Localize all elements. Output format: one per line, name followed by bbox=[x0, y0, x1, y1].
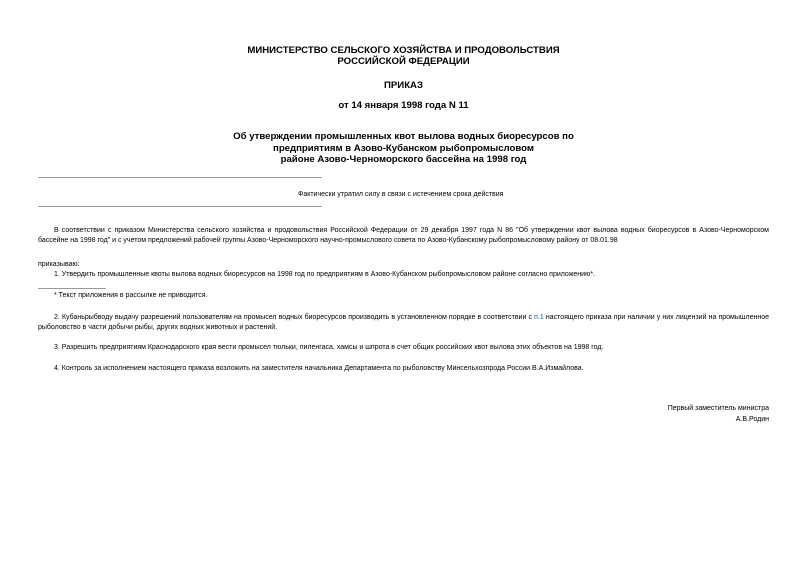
title-line-2: предприятиям в Азово-Кубанском рыбопромысловом bbox=[273, 142, 534, 154]
item-1-reference-link[interactable]: п.1 bbox=[534, 314, 544, 321]
item-3-paragraph: 3. Разрешить предприятиям Краснодарского края вести промысел тюльки, пиленгаса, хамсы и шпрота в счет общих российских квот вылова этих объектов на 1998 год. bbox=[54, 344, 604, 351]
document-title bbox=[0, 131, 807, 166]
signatory-title: Первый заместитель министра bbox=[667, 405, 769, 412]
item-1-paragraph: 1. Утвердить промышленные квоты вылова водных биоресурсов на 1998 год по предприятиям в Азово-Кубанском рыбопромысловом районе согласно приложению*. bbox=[54, 271, 595, 278]
item-4-paragraph: 4. Контроль за исполнением настоящего приказа возложить на заместителя начальника Департамента по рыболовству Минсельхозпрода России В.А.Измайлова. bbox=[54, 365, 584, 372]
ministry-line-2: РОССИЙСКОЙ ФЕДЕРАЦИИ bbox=[337, 56, 470, 67]
status-note: Фактически утратил силу в связи с истечением срока действия bbox=[298, 191, 504, 198]
divider-bottom bbox=[38, 206, 322, 207]
item-2-text-before: 2. Кубаньрыбводу выдачу разрешений пользователям на промысел водных биоресурсов производить в установленном порядке в соответствии с bbox=[54, 314, 535, 321]
ministry-line-1: МИНИСТЕРСТВО СЕЛЬСКОГО ХОЗЯЙСТВА И ПРОДОВОЛЬСТВИЯ bbox=[247, 45, 560, 56]
footnote-text: * Текст приложения в рассылке не приводится. bbox=[54, 292, 208, 299]
footnote-divider bbox=[38, 288, 106, 289]
ministry-name bbox=[0, 45, 807, 67]
title-line-3: районе Азово-Черноморского бассейна на 1998 год bbox=[280, 154, 527, 165]
divider-top bbox=[38, 177, 322, 178]
document-date: от 14 января 1998 года N 11 bbox=[338, 100, 469, 111]
item-2-text-after: настоящего приказа при наличии у них лицензий на промышленное рыболовство в части добычи рыбы, других водных животных и растений. bbox=[38, 314, 769, 331]
order-word: приказываю: bbox=[38, 261, 80, 268]
item-2-paragraph bbox=[38, 313, 769, 333]
preamble-paragraph: В соответствии с приказом Министерства сельского хозяйства и продовольствия Российской Федерации от 29 декабря 1997 года N 86 "Об утверждении квот вылова водных биоресурсов в Азово-Черноморском бассейне на 1998 год" и с учетом предложений рабочей группы Азово-Черноморского научно-промыслового совета по Азово-Кубанскому рыбопромысловому району от 08.01.98 bbox=[38, 227, 769, 244]
title-line-1: Об утверждении промышленных квот вылова водных биоресурсов по bbox=[233, 131, 574, 142]
document-type: ПРИКАЗ bbox=[384, 80, 423, 91]
signatory-name: А.В.Родин bbox=[735, 416, 769, 423]
